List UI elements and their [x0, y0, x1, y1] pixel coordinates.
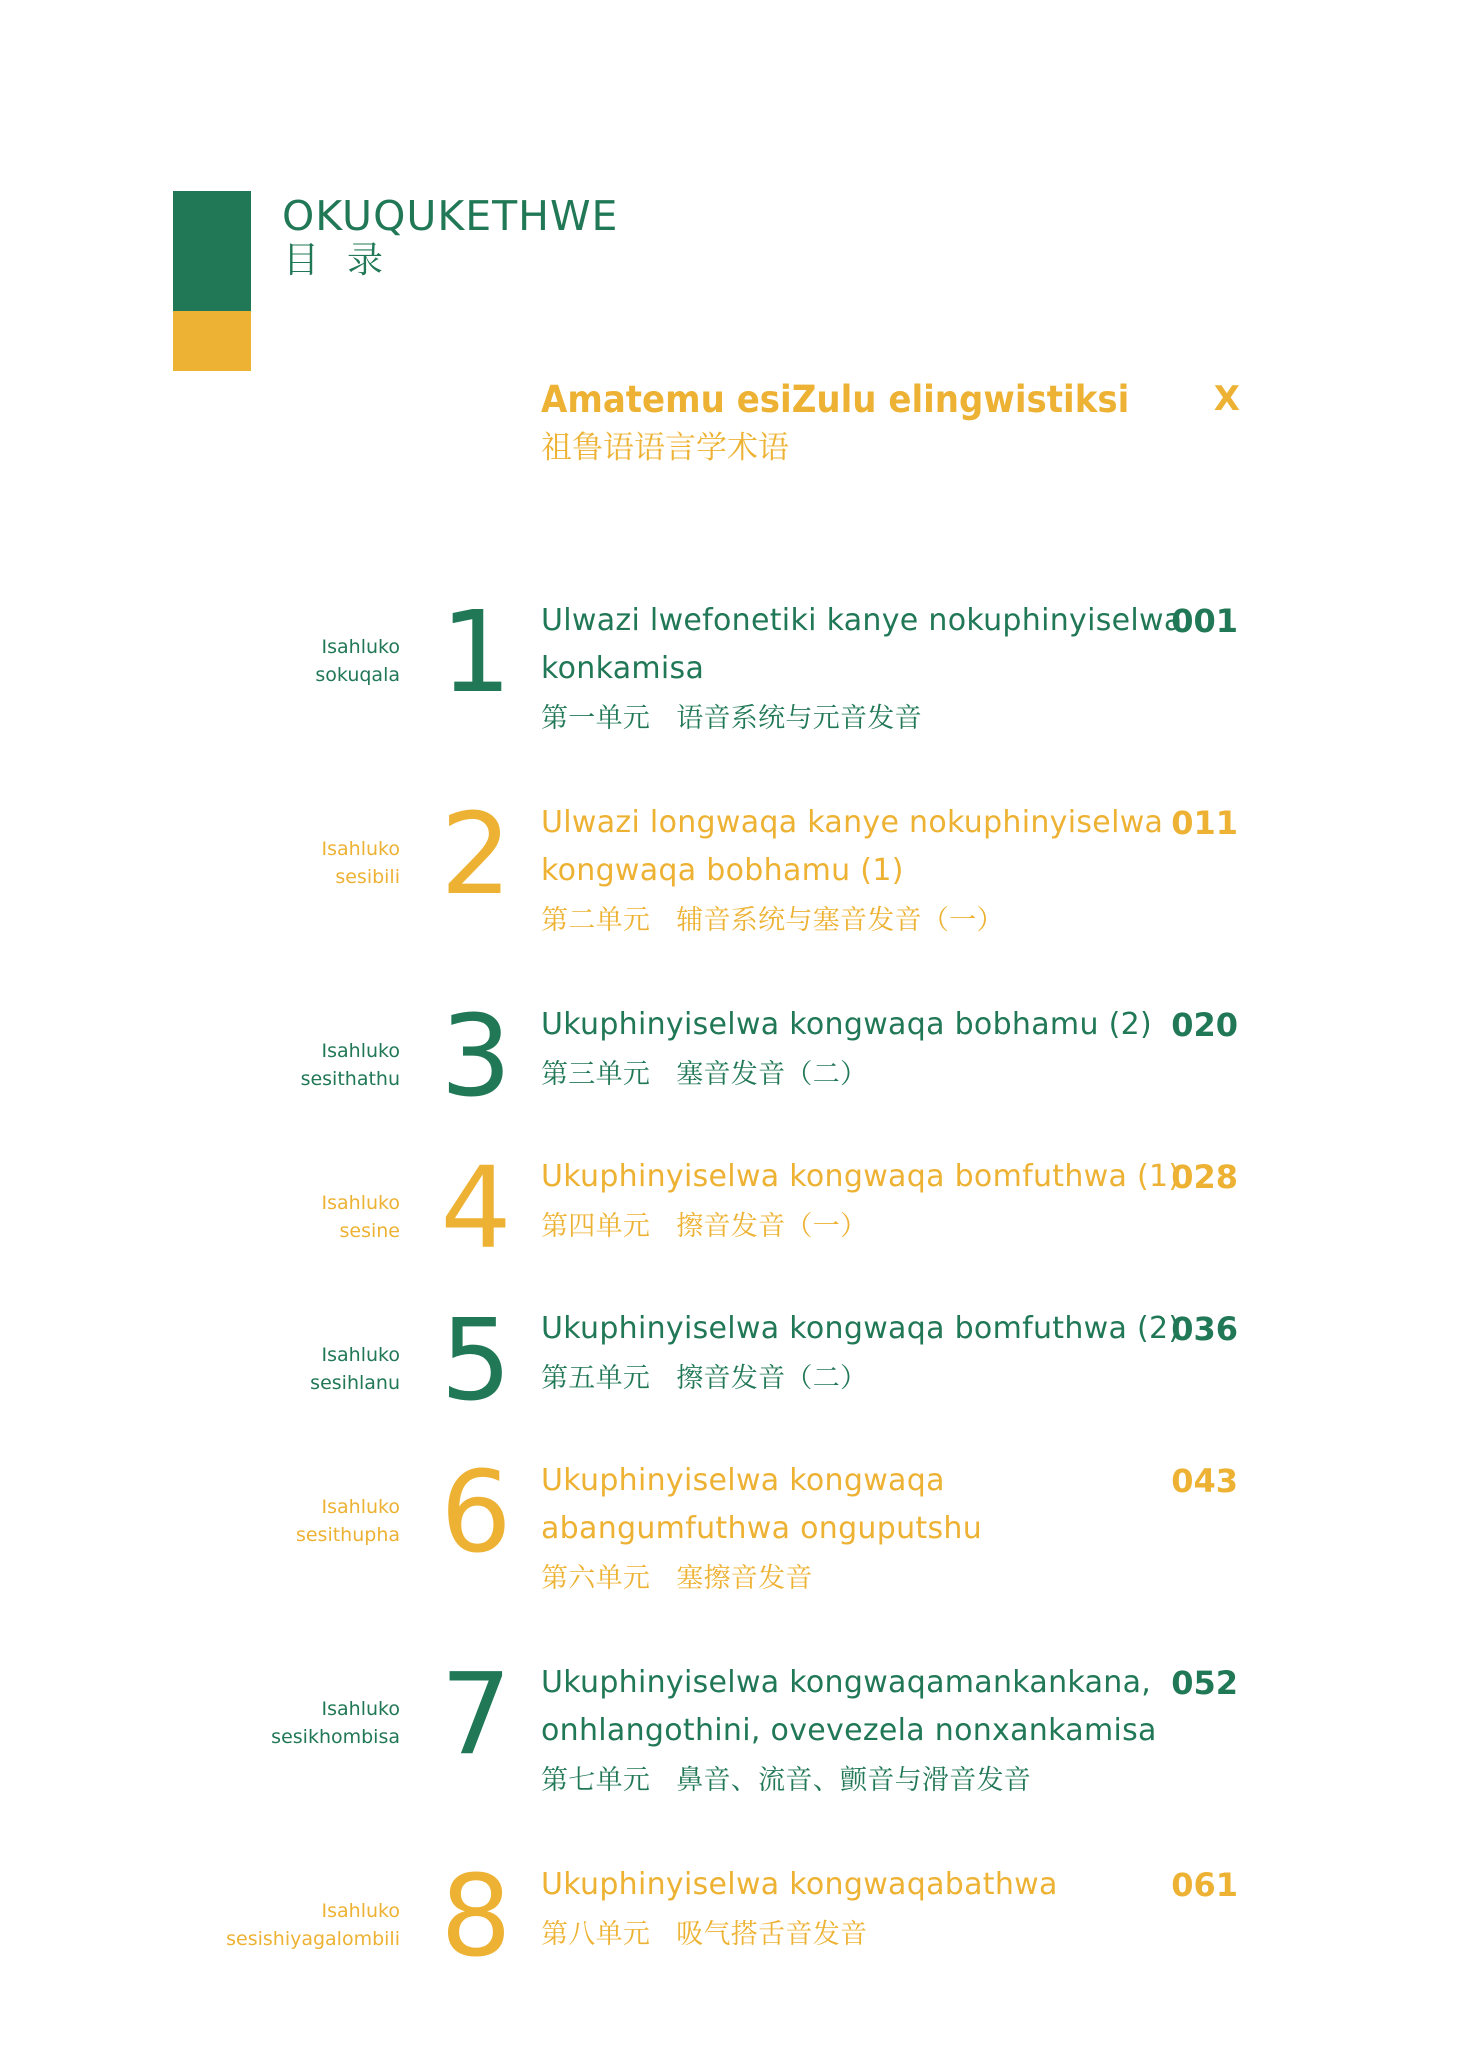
chapter-title-cn [541, 901, 1163, 941]
page-title-cn: 目录 [283, 240, 412, 281]
chapter-label [296, 1493, 400, 1549]
chapter-label-word: Isahluko [321, 1192, 400, 1214]
chapter-page-number: 036 [1171, 1310, 1238, 1348]
chapter-number: 5 [440, 1296, 512, 1426]
chapter-label [322, 1189, 400, 1245]
chapter-number: 8 [440, 1852, 512, 1982]
chapter-unit-cn: 第三单元 [541, 1059, 651, 1090]
chapter-number: 3 [440, 992, 512, 1122]
chapter-label-word: Isahluko [321, 1040, 400, 1062]
chapter-title-line-1: Ukuphinyiselwa kongwaqa bomfuthwa (2) [541, 1311, 1181, 1346]
chapter-text [541, 1861, 1058, 1955]
chapter-label [271, 1695, 400, 1751]
chapter-text [541, 597, 1183, 739]
chapter-label [310, 1341, 400, 1397]
chapter-subject-cn: 擦音发音（一） [676, 1211, 868, 1242]
chapter-title-cn [541, 1559, 982, 1599]
chapter-text [541, 799, 1163, 941]
chapter-number: 7 [440, 1650, 512, 1780]
intro-title-cn: 祖鲁语语言学术语 [541, 430, 789, 466]
chapter-label-ordinal: sesine [339, 1220, 400, 1242]
chapter-title-line-1: Ukuphinyiselwa kongwaqa bobhamu (2) [541, 1007, 1152, 1042]
chapter-text [541, 1305, 1180, 1399]
chapter-label [322, 835, 400, 891]
chapter-label-word: Isahluko [321, 636, 400, 658]
chapter-title-line-1: Ukuphinyiselwa kongwaqamankankana, [541, 1665, 1152, 1700]
chapter-title-line-1: Ukuphinyiselwa kongwaqa bomfuthwa (1) [541, 1159, 1181, 1194]
chapter-number: 2 [440, 790, 512, 920]
chapter-subject-cn: 语音系统与元音发音 [676, 703, 922, 734]
chapter-label-ordinal: sesishiyagalombili [226, 1928, 400, 1950]
chapter-page-number: 043 [1171, 1462, 1238, 1500]
intro-title: Amatemu esiZulu elingwistiksi [541, 378, 1130, 421]
chapter-title-cn [541, 1761, 1157, 1801]
chapter-title-line-1: Ulwazi longwaqa kanye nokuphinyiselwa [541, 805, 1164, 840]
chapter-text [541, 1153, 1180, 1247]
chapter-label-word: Isahluko [321, 1496, 400, 1518]
chapter-text [541, 1001, 1152, 1095]
chapter-page-number: 020 [1171, 1006, 1238, 1044]
chapter-label-word: Isahluko [321, 1344, 400, 1366]
chapter-title-line-2: onhlangothini, ovevezela nonxankamisa [541, 1713, 1157, 1748]
chapter-label-ordinal: sesithupha [295, 1524, 400, 1546]
header-gold-bar [173, 311, 251, 371]
chapter-subject-cn: 塞音发音（二） [676, 1059, 868, 1090]
chapter-page-number: 011 [1171, 804, 1238, 842]
chapter-subject-cn: 吸气搭舌音发音 [676, 1919, 868, 1950]
chapter-page-number: 052 [1171, 1664, 1238, 1702]
chapter-page-number: 061 [1171, 1866, 1238, 1904]
chapter-title-line-2: abangumfuthwa onguputshu [541, 1511, 983, 1546]
chapter-title-line-2: kongwaqa bobhamu (1) [541, 853, 904, 888]
chapter-text [541, 1659, 1157, 1801]
chapter-unit-cn: 第二单元 [541, 905, 651, 936]
chapter-number: 6 [440, 1448, 512, 1578]
chapter-title-line-2: konkamisa [541, 651, 705, 686]
chapter-subject-cn: 鼻音、流音、颤音与滑音发音 [676, 1765, 1032, 1796]
chapter-title-cn [541, 699, 1183, 739]
chapter-label [226, 1897, 400, 1953]
chapter-unit-cn: 第八单元 [541, 1919, 651, 1950]
intro-page-number: X [1213, 379, 1240, 419]
chapter-title-line-1: Ukuphinyiselwa kongwaqa [541, 1463, 945, 1498]
chapter-title-cn [541, 1359, 1180, 1399]
chapter-label-word: Isahluko [321, 1900, 400, 1922]
chapter-label [315, 633, 400, 689]
chapter-title-line-1: Ulwazi lwefonetiki kanye nokuphinyiselwa [541, 603, 1183, 638]
chapter-unit-cn: 第四单元 [541, 1211, 651, 1242]
chapter-number: 4 [440, 1144, 512, 1274]
chapter-title-cn [541, 1055, 1152, 1095]
chapter-subject-cn: 擦音发音（二） [676, 1363, 868, 1394]
chapter-label-word: Isahluko [321, 1698, 400, 1720]
chapter-title-cn [541, 1207, 1180, 1247]
chapter-subject-cn: 塞擦音发音 [676, 1563, 813, 1594]
chapter-title-line-1: Ukuphinyiselwa kongwaqabathwa [541, 1867, 1058, 1902]
chapter-label-ordinal: sesithathu [300, 1068, 400, 1090]
chapter-label [301, 1037, 400, 1093]
page-title: OKUQUKETHWE [282, 192, 619, 240]
chapter-subject-cn: 辅音系统与塞音发音（一） [676, 905, 1004, 936]
chapter-text [541, 1457, 982, 1599]
chapter-number: 1 [440, 588, 512, 718]
chapter-page-number: 001 [1171, 602, 1238, 640]
chapter-unit-cn: 第六单元 [541, 1563, 651, 1594]
chapter-label-ordinal: sesihlanu [310, 1372, 400, 1394]
chapter-unit-cn: 第五单元 [541, 1363, 651, 1394]
chapter-page-number: 028 [1171, 1158, 1238, 1196]
chapter-title-cn [541, 1915, 1058, 1955]
chapter-label-ordinal: sesibili [335, 866, 400, 888]
chapter-label-ordinal: sokuqala [315, 664, 400, 686]
chapter-unit-cn: 第七单元 [541, 1765, 651, 1796]
chapter-label-word: Isahluko [321, 838, 400, 860]
chapter-unit-cn: 第一单元 [541, 703, 651, 734]
chapter-label-ordinal: sesikhombisa [271, 1726, 400, 1748]
header-green-bar [173, 191, 251, 311]
